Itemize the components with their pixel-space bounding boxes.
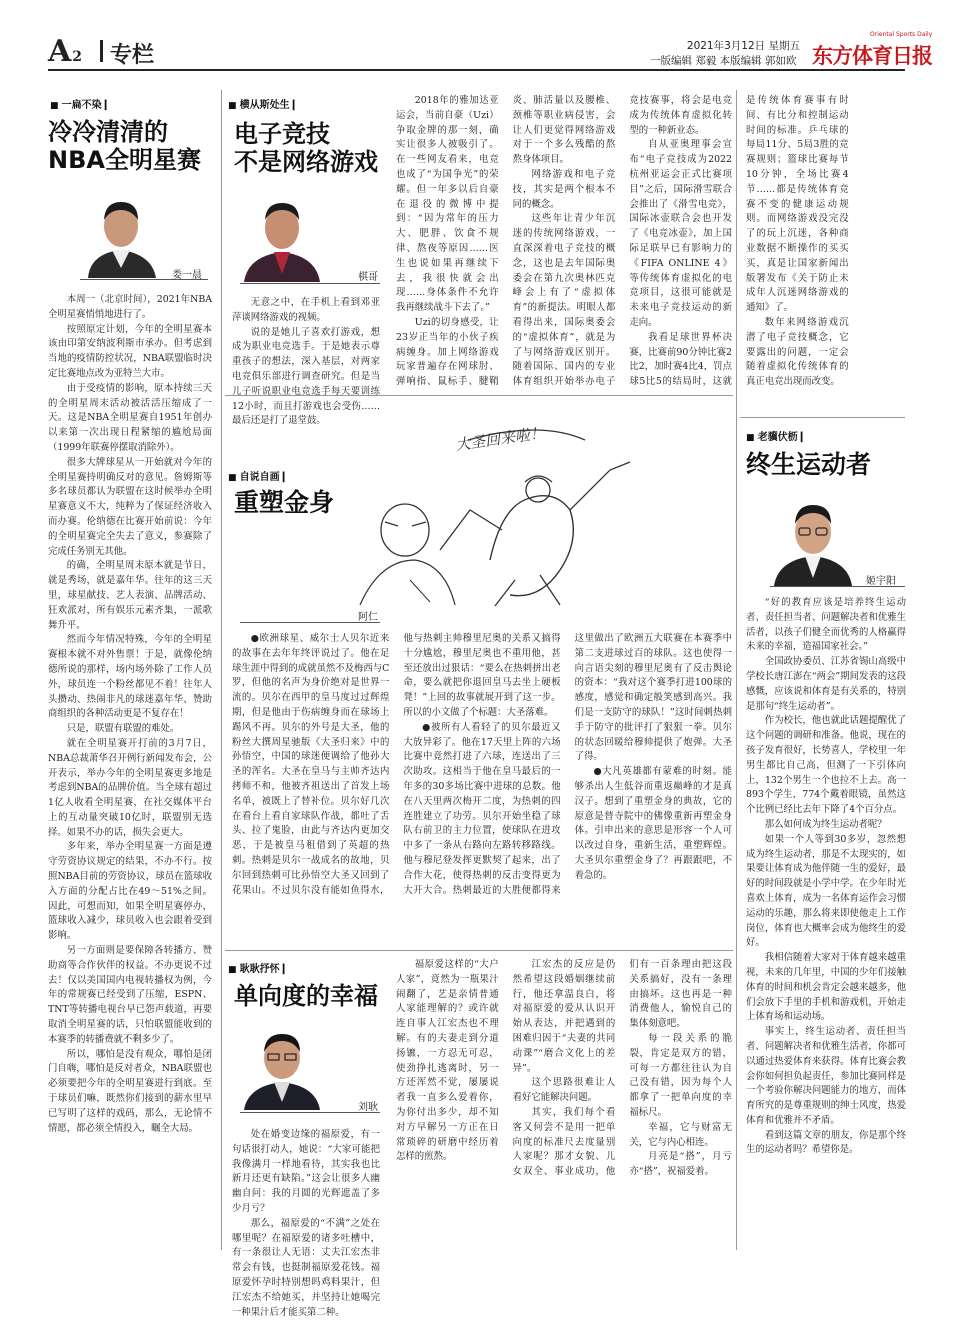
paragraph: 其实，我们每个看客又何尝不是用一把单向度的标准尺去度量别人家呢？那才女貌、儿女双全、事业成功，他们有一百条理由把这段关系搞好，没有一条理由搞坏。这也再是一种消费他人，愉悦自己的集体刻意吧。 — [512, 959, 732, 1178]
article-body — [48, 293, 212, 1248]
author-portrait — [240, 1022, 324, 1110]
section-rule — [225, 950, 733, 951]
paragraph: 无意之中，在手机上看到邓亚萍谈网络游戏的视频。 — [232, 297, 380, 323]
page-number: A 2 — [48, 34, 82, 69]
column-rule — [221, 90, 222, 1250]
paragraph: 网络游戏和电子竞技，其实是两个根本不同的概念。 — [512, 168, 616, 210]
paragraph: ●欧洲球星、威尔士人贝尔近来的故事在去年年终评说过了。他在足球生涯中得到的成就虽然不及梅西与C罗，但他的名声为身价绝对是世界一流的。贝尔在西甲的皇马度过过辉煌期，但是他由于伤病缠身而在球场上踢风不再。贝尔的外号是大圣，他的粉丝大撰周星驰版《大圣归来》中的孙悟空，中国的球迷便调给了他孙大圣的浑名。大圣在皇马与主帅齐达内拷师不和，他被齐祖送出了首发上场名单，被既上了替补位。贝尔好几次在看台上看自家球队作战，都吐了舌头、拉了鬼脸，由此与齐达内更加交恶，于是被皇马租借到了英超的热刺。热刺是贝尔一战成名的故地，贝尔回到热刺可比孙悟空大圣又回到了花果山。不过贝尔没有能如鱼得水，他与热刺主帅穆里尼奥的关系又搞得十分尴尬，穆里尼奥也不重用他，甚至还放出过狠话：“要么在热刺拼出老命，要么就把你退回皇马去坐上硬板凳！”上回的故事就展开到了这一步。所以的小文做了个标题：大圣落难。 — [232, 633, 561, 896]
column-rule — [736, 420, 737, 1250]
article-kicker: ■ 老骥伏枥 ▎ — [746, 428, 808, 443]
paragraph: 然而今年情况特殊，今年的全明星赛根本就不对外售票！于是，就像伦纳德所说的那样，场内场外除了工作人员外，球员连一个粉丝都见不着！往年人头攒动、热闹非凡的球迷嘉年华、赞助商组织的各种活动更是不复存在！ — [48, 634, 212, 720]
article-title: 冷冷清清的 NBA全明星赛 — [48, 118, 201, 175]
paragraph: 按照原定计划，今年的全明星赛本该由印第安纳波利斯市承办。但考虑到当地的疫情防控状况，NBA联盟临时决定比赛地点改为亚特兰大市。 — [48, 323, 212, 379]
editor-credits: 一版编辑 郑毅 本版编辑 郭如欧 — [650, 55, 797, 67]
paragraph: 这个思路很难让人看好它能解决问题。 — [512, 1077, 616, 1104]
author-portrait — [770, 492, 856, 586]
author-name: 娄一晨 — [172, 270, 202, 281]
masthead-divider — [100, 40, 103, 62]
paragraph: 福原爱这样的“大户人家”，竟然为一瓶果汁闹翻了，艺是亲情普通人家能理解的？或许就连自事人江宏杰也不理解。有的夫妻走到分道扬镳，一方忍无可忍，使劲挣扎逃离时，另一方还浑然不觉，屡屡说者我一直多么爱着你，为你付出多少，却不知对方早解另一方正在日常琐碎的研磨中经历着怎样的煎熬。 — [396, 959, 499, 1163]
article-kicker: ■ 横从斯处生 ▎ — [228, 96, 300, 111]
paragraph: 数年来网络游戏沉潜了电子竞技概念，它要露出的问题，一定会随着虚拟化传统体育的真正电竞出现而改变。 — [745, 316, 849, 388]
paragraph: 那么如何成为终生运动者呢？ — [764, 818, 887, 830]
paragraph: 本周一（北京时间），2021年NBA全明星赛悄悄地进行了。 — [48, 294, 212, 320]
author-portrait — [80, 188, 162, 278]
paragraph: 另一方面则是要保障各转播方、赞助商等合作伙伴的权益。不办更说不过去！仅以美国国内电视转播权为例，今年的常规赛已经受到了压缩，ESPN、TNT等转播电视台早已怨声载道，再要取消全明星赛的话，只怕联盟能收到的本赛季的转播费就不剩多少了。 — [48, 945, 212, 1045]
column-rule — [736, 90, 737, 420]
paragraph: 所以，哪怕是没有观众，哪怕是闭门自嗨，哪怕是反对者众，NBA联盟也必须要把今年的全明星赛进行到底。至于球员们嘛，既然你们接到的薪水里早已写明了这样的戏码，那么，无论情不情愿，都必须全情投入，瞩全大局。 — [48, 1048, 212, 1134]
article-title: 电子竞技 不是网络游戏 — [234, 120, 378, 177]
paragraph: 我相信随着大家对于体育越来越重视，未来的几年里，中国的少年们接触体育的时间和机会肯定会越来越多，他们会放下手里的手机和游戏机，开始走上体育场和运动场。 — [746, 952, 906, 1023]
author-name: 姬宇阳 — [866, 576, 896, 587]
paragraph: 看到这篇文章的朋友，你是那个终生的运动者吗？希望你是。 — [746, 1129, 906, 1156]
paragraph: 2018年的雅加达亚运会，当前自豪（Uzi）争取金牌的那一刻，确实让很多人被吸引了。在一些网友看来，电竞也成了“为国争光”的荣耀。但一年多以后自豪在退役的微博中提到：“因为常年的压力大、肥胖、饮食不规律、熬夜等原因……医生也说如果再继续下去，我很快就会出现……身体条件不允许我再继续战斗下去了。” — [396, 95, 499, 314]
paragraph: 就在全明星赛开打前的3月7日，NBA总裁萧华召开例行新闻发布会，公开表示，举办今年的全明星赛更多地是考虑到NBA的品牌价值。当全球有超过1亿人收看全明星赛，在社交媒体平台上的互动量突破10亿时，联盟别无选择。如果不办的话，损失会更大。 — [48, 737, 212, 838]
section-rule — [740, 417, 905, 418]
column-name: 专栏 — [110, 43, 155, 68]
paragraph: 月亮是“搭”，月亏亦“搭”，祝福爱着。 — [629, 1151, 732, 1178]
paragraph: 幸福，它与财富无关，它与内心相连。 — [629, 1121, 732, 1148]
masthead-rule — [48, 69, 905, 71]
paragraph: 多年来，举办全明星赛一方面是遵守劳资协议规定的结果，不办不行。按照NBA目前的劳资协议，球员在篮球收入方面的分配占比在49～51%之间。因此，可想而知，如果全明星赛停办，篮球收入减少，球员收入也会跟着受到影响。 — [48, 841, 212, 942]
paragraph: 那么，福原爱的“不满”之处在哪里呢？在福原爱的诸多吐槽中，有一条很让人无语：丈夫江宏杰非常会有钱，也挺制福原爱花钱。福原爱怀孕时特别想吗鸡料果汁，但江宏杰不给她买，并坚持让她喝完一种果汁后才能买第二种。 — [232, 1217, 380, 1318]
author-portrait — [240, 190, 324, 282]
article-body — [232, 296, 380, 427]
paragraph: 自从亚奥理事会宣布“电子竞技成为2022杭州亚运会正式比赛项目”之后，国际滑雪联合会推出了《滑雪电竞》，国际冰壶联合会也开发了《电竞冰壶》，加上国际足联早已有影响力的《FIFA ONLINE 4》等传统体育虚拟化的电竞项目，这很可能就是未来电子竞技运动的新走向。 — [629, 139, 732, 328]
paragraph: 我看足球世界杯决赛，比赛前90分钟比赛2比2，加时赛4比4，罚点球5比5的结局时，这就是传统体育赛事有时间、有比分和控制运动时间的标准。乒乓球的每局11分、5局3胜的竞赛规则；篮球比赛每节10分钟，全场比赛4节……都是传统体育竞赛不变的健康运动规则。而网络游戏没完没了的玩上沉迷，各种商业数据不断操作的买买买，真是让国家新闻出版署发布《关于防止未成年人沉迷网络游戏的通知》了。 — [629, 95, 849, 388]
article-body — [232, 1128, 380, 1318]
author-name: 刘耿 — [358, 1102, 378, 1113]
author-name: 阿仁 — [358, 612, 378, 623]
paragraph: 这些年让青少年沉迷的传统网络游戏，一直深深着电子竞技的概念，这也是去年国际奥委会在第九次奥林匹克峰会上有了“虚拟体育”的新提法。明眼人都看得出来，国际奥委会的“虚拟体育”，就是为了与网络游戏区别开。随着国际、国内的专业体育组织开始举办电子竞技赛事，将会是电竞成为传统体育虚拟化转型的一种新业态。 — [512, 95, 732, 388]
byline-rule — [240, 283, 380, 284]
article-body — [232, 632, 732, 942]
paragraph: 如果一个人等到30多岁，忽然想成为终生运动者，那是不太现实的，如果要让体育成为他伴随一生的爱好，最好的时间段就是小学中学。在少年时光喜欢上体育，成为一名体育运作会习惯运动的乐趣，那么将来即使他走上工作岗位，体育也大概率会成为他终生的爱好。 — [746, 833, 906, 949]
article-kicker: ■ 一扁不染 ▎ — [50, 96, 112, 111]
paragraph: 说的是她儿子喜欢打游戏，想成为职业电竞选手。于是她表示尊重孩子的想法，深入基层，对两家电竞俱乐部进行调查研究。但是当儿子听说职业电竞选手每天要训练12小时，而且打游戏也会受伤……最后还是打了退堂鼓。 — [232, 326, 380, 427]
paragraph: 由于受疫情的影响，原本持续三天的全明星周末活动被活活压缩成了一天。这是NBA全明星赛自1951年创办以来第一次出现日程紧缩的尴尬局面（1999年联赛停摆取消除外）。 — [48, 382, 212, 453]
newspaper-logo: 东方体育日报 Oriental Sports Daily — [812, 31, 933, 68]
cartoon-speech: 大圣回来啦！ — [454, 423, 546, 455]
article-title: 终生运动者 — [746, 450, 872, 479]
paragraph: 只是，联盟有联盟的难处。 — [66, 723, 180, 735]
article-kicker: ■ 耿耿抒怀 ▎ — [228, 960, 290, 975]
paragraph: 处在婚变边缘的福原爱，有一句话很打动人，她说：“大家可能把我像满月一样地看待，其实我也比新月还更有缺陷。”这会让很多人幽幽自问：我的月圆的光辉遮盖了多少月亏？ — [232, 1129, 380, 1214]
paragraph: 事实上，终生运动者、责任担当者、问题解决者和优雅生活者，你都可以通过热爱体育来获得。体育比赛会教会你如何担负起责任，参加比赛同样是一个考验你解决问题能力的地方，而体育所究的是尊重规则的绅士风度，热爱体育和优雅并不矛盾。 — [746, 1026, 906, 1126]
issue-date: 2021年3月12日 星期五 — [686, 40, 800, 52]
paragraph: Uzi的切身感受，让23岁正当年的小伙子疾病缠身。加上网络游戏玩家普遍存在网球肘、弹响指、鼠标手、腱鞘炎、肺活量以及腰椎、颈椎等职业病侵害，会让人们更觉得网络游戏对于一个多么残酷的熬熬身体项目。 — [396, 95, 616, 388]
cartoon-illustration — [240, 410, 730, 610]
article-kicker: ■ 自说自画 ▎ — [228, 468, 290, 483]
paragraph: 作为校长，他也就此话题提醒优了这个问题的调研和准备。他说，现在的孩子发育很好，长势喜人，学校里一年男生都比自己高，但测了一下引体向上，132个男生一个也拉不上去。高一893个学生，774个戴着眼镜，虽然这个比例已经比去年下降了4个百分点。 — [746, 715, 906, 816]
paragraph: “好的教育应该是培养终生运动者、责任担当者、问题解决者和优雅生活者，以孩子们健全而优秀的人格赢得未来的幸福，造福国家社会。” — [746, 597, 906, 653]
article-body — [396, 958, 732, 1248]
paragraph: 的确，全明星周末原本就是节日，就是秀场，就是嘉年华。往年的这三天里，球星献技、艺人表演、品牌活动、狂欢派对，所有娱乐元素齐集，一派歌舞升平。 — [48, 560, 212, 631]
paragraph: 江宏杰的反应是仍然希望这段婚姻继续前行，他还拿温良白，将对福原爱的爱从认识开始从表达，并把遇到的困难归因于“夫妻的共同动课”“磨合文化上的差异”。 — [512, 959, 616, 1074]
paragraph: ●大凡英雄都有蒙难的时刻。能够杀出人生低谷而重返巅峰的才是真汉子。想到了重塑金身的典故，它的原意是替寺院中的佛像重新再塑金身体。引申出来的意思是形容一个人可以改过自身，重新生活，重塑辉煌。大圣贝尔重塑金身了？再跟跟吧，不着急的。 — [574, 766, 732, 881]
article-title: 重塑金身 — [234, 488, 335, 517]
article-body — [746, 596, 906, 1248]
article-body — [396, 94, 849, 390]
article-title: 单向度的幸福 — [234, 982, 378, 1010]
paragraph: ●被所有人看轻了的贝尔最近又大放异彩了。他在17天里上阵的六场比赛中竟然打进了六球，连送出了三次助攻。这相当于他在皇马最后的一年多的30多场比赛中进球的总数。他在八天里两次梅开二度，为热刺的四连胜建立了功劳。贝尔开始坐稳了球队右前卫的主力位置，使球队在进攻中多了一条从右路向左路转移路线。他与穆尼登发挥更默契了起来，出了合作大花，使得热刺的反击变得更为大开大合。热刺最近的大胜便都得来这里做出了欧洲五大联赛在本赛季中第二支进球过百的球队。这也使得一向言语尖刻的穆里尼奥有了反击舆论的资本：“我对这个赛季打进100球的感度，感觉和确定般笑感到高兴。我们是一支防守的球队！”这时间刺热刺手于防守的批评打了狠狠一拳。贝尔的状态回暖给穆帅提供了炮弹。大圣了得。 — [403, 633, 732, 896]
paragraph: 很多大牌球星从一开始就对今年的全明星赛持明确反对的意见。詹姆斯等多名球员都认为联盟在这时候举办全明星赛意义不大，纯粹为了保证经济收入而办赛。伦纳德在比赛开始前说：今年的全明星赛完全失去了意义，参赛除了完成任务别无其他。 — [48, 456, 212, 557]
paragraph: 全国政协委员、江苏省锡山高级中学校长唐江澎在“两会”期间发表的这段感慨，应该说和体育是有关系的，特别是那句“终生运动者”。 — [746, 656, 906, 712]
paragraph: 每一段关系的脆裂，肯定是双方的错，可每一方都往往认为自己没有错，因为每个人都拿了一把单向度的幸福标尺。 — [629, 1032, 732, 1118]
author-name: 棋哥 — [358, 272, 378, 283]
